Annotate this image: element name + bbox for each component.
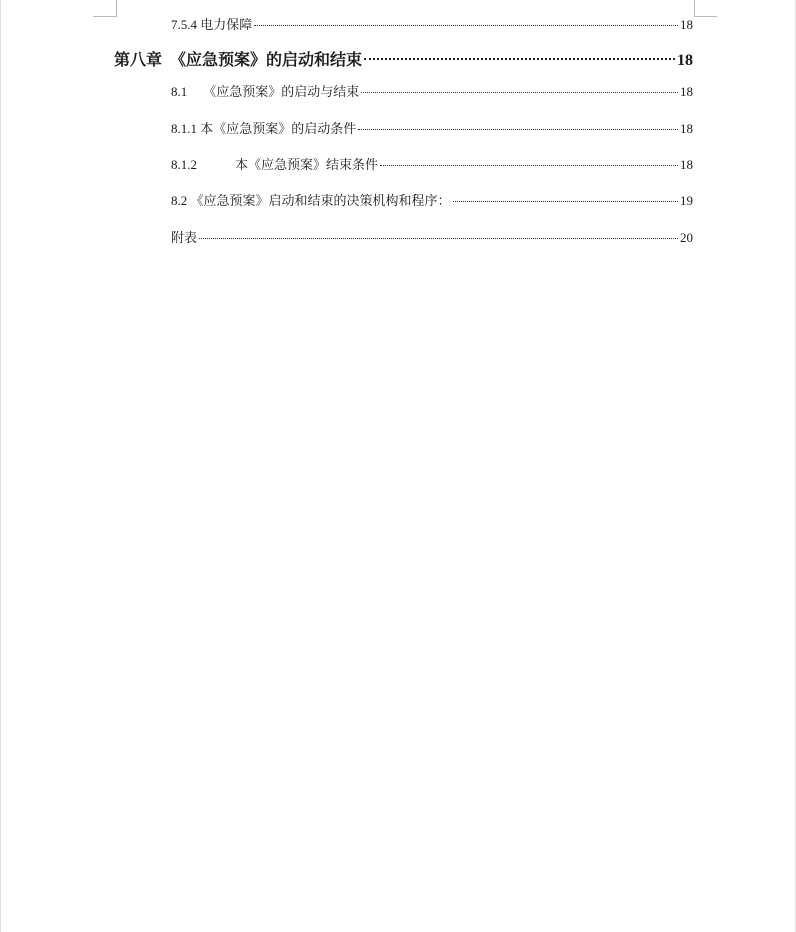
toc-entry-number: 8.1 (171, 84, 188, 99)
toc-entry-8-1[interactable] (171, 83, 693, 101)
toc-entry-8-2[interactable] (171, 192, 693, 210)
toc-entry-label: 7.5.4 电力保障 (171, 17, 253, 32)
crop-mark-top-left-horizontal (93, 16, 116, 17)
toc-entry-number: 8.1.2 (171, 157, 197, 172)
toc-page-number: 18 (680, 17, 693, 32)
toc-entry-label: 8.2 《应急预案》启动和结束的决策机构和程序： (171, 193, 451, 208)
crop-mark-top-left-vertical (116, 0, 117, 17)
toc-page-number: 18 (677, 52, 693, 69)
toc-page-number: 18 (680, 157, 693, 172)
toc-entry-label: 第八章 《应急预案》的启动和结束 (114, 52, 363, 69)
toc-page-number: 20 (680, 230, 693, 245)
crop-mark-top-right-vertical (694, 0, 695, 17)
toc-page-number: 19 (680, 193, 693, 208)
toc-dot-leader (358, 129, 678, 130)
toc-dot-leader (361, 92, 678, 93)
toc-entry-7-5-4[interactable] (171, 16, 693, 34)
toc-entry-label (171, 83, 359, 101)
page-left-edge (0, 0, 1, 932)
toc-entry-8-1-2[interactable] (171, 156, 693, 174)
toc-entry-title: 本《应急预案》结束条件 (235, 157, 379, 172)
toc-entry-label: 附表 (171, 230, 198, 245)
toc-page-number: 18 (680, 121, 693, 136)
toc-dot-leader (453, 201, 678, 202)
crop-mark-top-right-horizontal (694, 16, 717, 17)
toc-entry-appendix[interactable] (171, 229, 693, 247)
toc-dot-leader (199, 238, 678, 239)
toc-entry-title: 《应急预案》的启动与结束 (203, 84, 360, 99)
toc-dot-leader (254, 25, 678, 26)
toc-dot-leader (364, 58, 675, 60)
toc-entry-label (171, 156, 378, 174)
toc-page-number: 18 (680, 84, 693, 99)
toc-dot-leader (380, 165, 678, 166)
toc-entry-8-1-1[interactable] (171, 120, 693, 138)
toc-entry-chapter-8[interactable] (114, 51, 693, 71)
toc-entry-label: 8.1.1 本《应急预案》的启动条件 (171, 121, 357, 136)
